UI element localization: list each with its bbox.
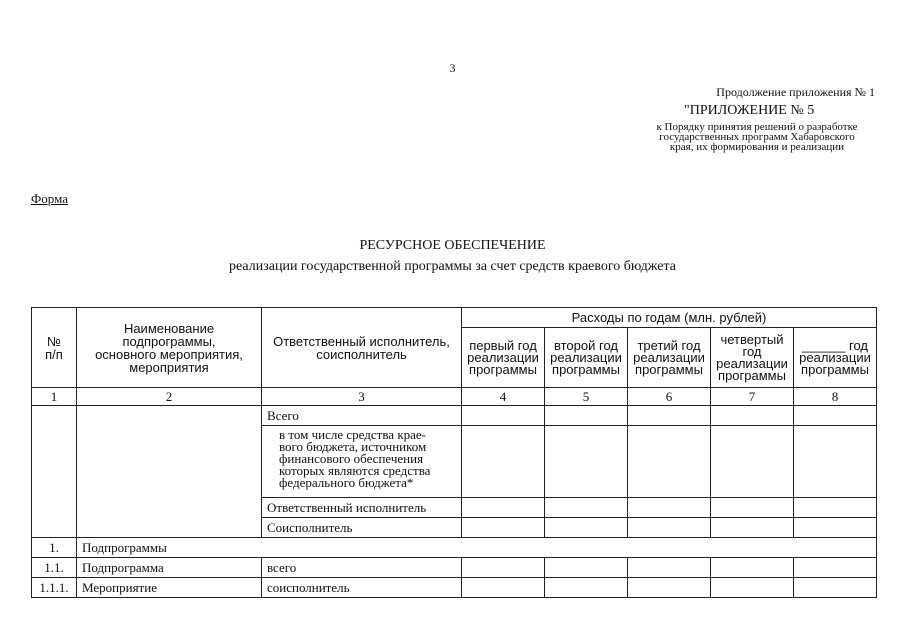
column-number: 8 [794, 388, 877, 406]
value-cell [711, 518, 794, 538]
header-year-line: реализации [716, 355, 788, 371]
value-cell [628, 578, 711, 598]
value-cell [794, 426, 877, 498]
value-cell [794, 406, 877, 426]
header-year-line: программы [469, 361, 537, 377]
row-num: 1. [32, 538, 77, 558]
value-cell [545, 518, 628, 538]
header-name-line: мероприятия [129, 359, 209, 375]
appendix-subtitle-line: к Порядку принятия решений о разработке [656, 121, 858, 133]
header-year-line: программы [718, 367, 786, 383]
value-cell [711, 498, 794, 518]
summary-federal-line: в том числе средства крае- [279, 427, 427, 442]
value-cell [794, 518, 877, 538]
header-year-5 [794, 328, 877, 388]
table-row [32, 558, 877, 578]
header-name [77, 308, 262, 388]
header-executor-line: Ответственный исполнитель, [273, 333, 450, 349]
summary-row-total [32, 406, 877, 426]
header-year-line: реализации [799, 349, 871, 365]
summary-num-cell [32, 406, 77, 538]
value-cell [628, 498, 711, 518]
value-cell [545, 558, 628, 578]
header-year-line: первый год [469, 337, 537, 353]
row-executor: всего [262, 558, 462, 578]
header-name-line: подпрограммы, [122, 333, 216, 349]
column-number: 6 [628, 388, 711, 406]
header-year-line: второй год [554, 337, 618, 353]
form-label: Форма [31, 191, 68, 206]
header-name-line: основного мероприятия, [95, 346, 243, 362]
header-year-line: ______ год [802, 337, 868, 353]
header-year-line: третий год [637, 337, 701, 353]
appendix-subtitle-line: государственных программ Хабаровского [659, 131, 855, 143]
header-year-line: реализации [550, 349, 622, 365]
header-year-line: год [742, 343, 762, 359]
value-cell [794, 498, 877, 518]
row-num: 1.1.1. [32, 578, 77, 598]
value-cell [794, 558, 877, 578]
header-expenses: Расходы по годам (млн. рублей) [462, 308, 877, 328]
value-cell [628, 426, 711, 498]
column-number-row [32, 388, 877, 406]
value-cell [545, 426, 628, 498]
value-cell [628, 558, 711, 578]
value-cell [462, 406, 545, 426]
header-num-line: № [47, 333, 61, 349]
header-year-3 [628, 328, 711, 388]
header-num [32, 308, 77, 388]
value-cell [628, 518, 711, 538]
summary-name-cell [77, 406, 262, 538]
header-executor-line: соисполнитель [316, 346, 407, 362]
column-number: 5 [545, 388, 628, 406]
table-row [32, 538, 877, 558]
value-cell [545, 406, 628, 426]
row-num: 1.1. [32, 558, 77, 578]
column-number: 7 [711, 388, 794, 406]
appendix-subtitle-line: края, их формирования и реализации [669, 141, 845, 153]
value-cell [462, 578, 545, 598]
summary-federal-line: финансового обеспечения [279, 451, 424, 466]
value-cell [711, 558, 794, 578]
row-name: Подпрограммы [77, 538, 877, 558]
header-executor [262, 308, 462, 388]
header-year-line: реализации [467, 349, 539, 365]
summary-federal-line: вого бюджета, источником [279, 439, 427, 454]
summary-label-coexecutor: Соисполнитель [262, 518, 462, 538]
header-year-line: реализации [633, 349, 705, 365]
value-cell [628, 406, 711, 426]
summary-federal-line: федерального бюджета* [279, 475, 414, 490]
column-number: 3 [262, 388, 462, 406]
value-cell [711, 426, 794, 498]
row-executor: соисполнитель [262, 578, 462, 598]
header-year-line: программы [552, 361, 620, 377]
row-name: Подпрограмма [77, 558, 262, 578]
table-row [32, 578, 877, 598]
header-year-1 [462, 328, 545, 388]
header-year-line: четвертый [720, 331, 784, 347]
appendix-title: "ПРИЛОЖЕНИЕ № 5 [684, 103, 815, 118]
column-number: 1 [32, 388, 77, 406]
appendix-subtitle [628, 122, 886, 152]
column-number: 4 [462, 388, 545, 406]
header-name-line: Наименование [123, 320, 215, 336]
value-cell [462, 426, 545, 498]
summary-label-federal [262, 426, 462, 498]
resource-table [31, 307, 877, 598]
summary-label-executor: Ответственный исполнитель [262, 498, 462, 518]
row-name: Мероприятие [77, 578, 262, 598]
page-number: 3 [449, 61, 456, 75]
value-cell [462, 558, 545, 578]
continuation-note: Продолжение приложения № 1 [716, 85, 875, 99]
header-year-line: программы [635, 361, 703, 377]
value-cell [794, 578, 877, 598]
summary-federal-line: которых являются средства [279, 463, 431, 478]
value-cell [545, 578, 628, 598]
document-subtitle: реализации государственной программы за счет средств краевого бюджета [229, 259, 676, 274]
value-cell [711, 406, 794, 426]
header-num-line: п/п [45, 346, 63, 362]
value-cell [462, 518, 545, 538]
value-cell [711, 578, 794, 598]
header-year-4 [711, 328, 794, 388]
header-year-line: программы [801, 361, 869, 377]
value-cell [545, 498, 628, 518]
document-title: РЕСУРСНОЕ ОБЕСПЕЧЕНИЕ [359, 238, 546, 253]
value-cell [462, 498, 545, 518]
header-year-2 [545, 328, 628, 388]
summary-label-total: Всего [262, 406, 462, 426]
column-number: 2 [77, 388, 262, 406]
